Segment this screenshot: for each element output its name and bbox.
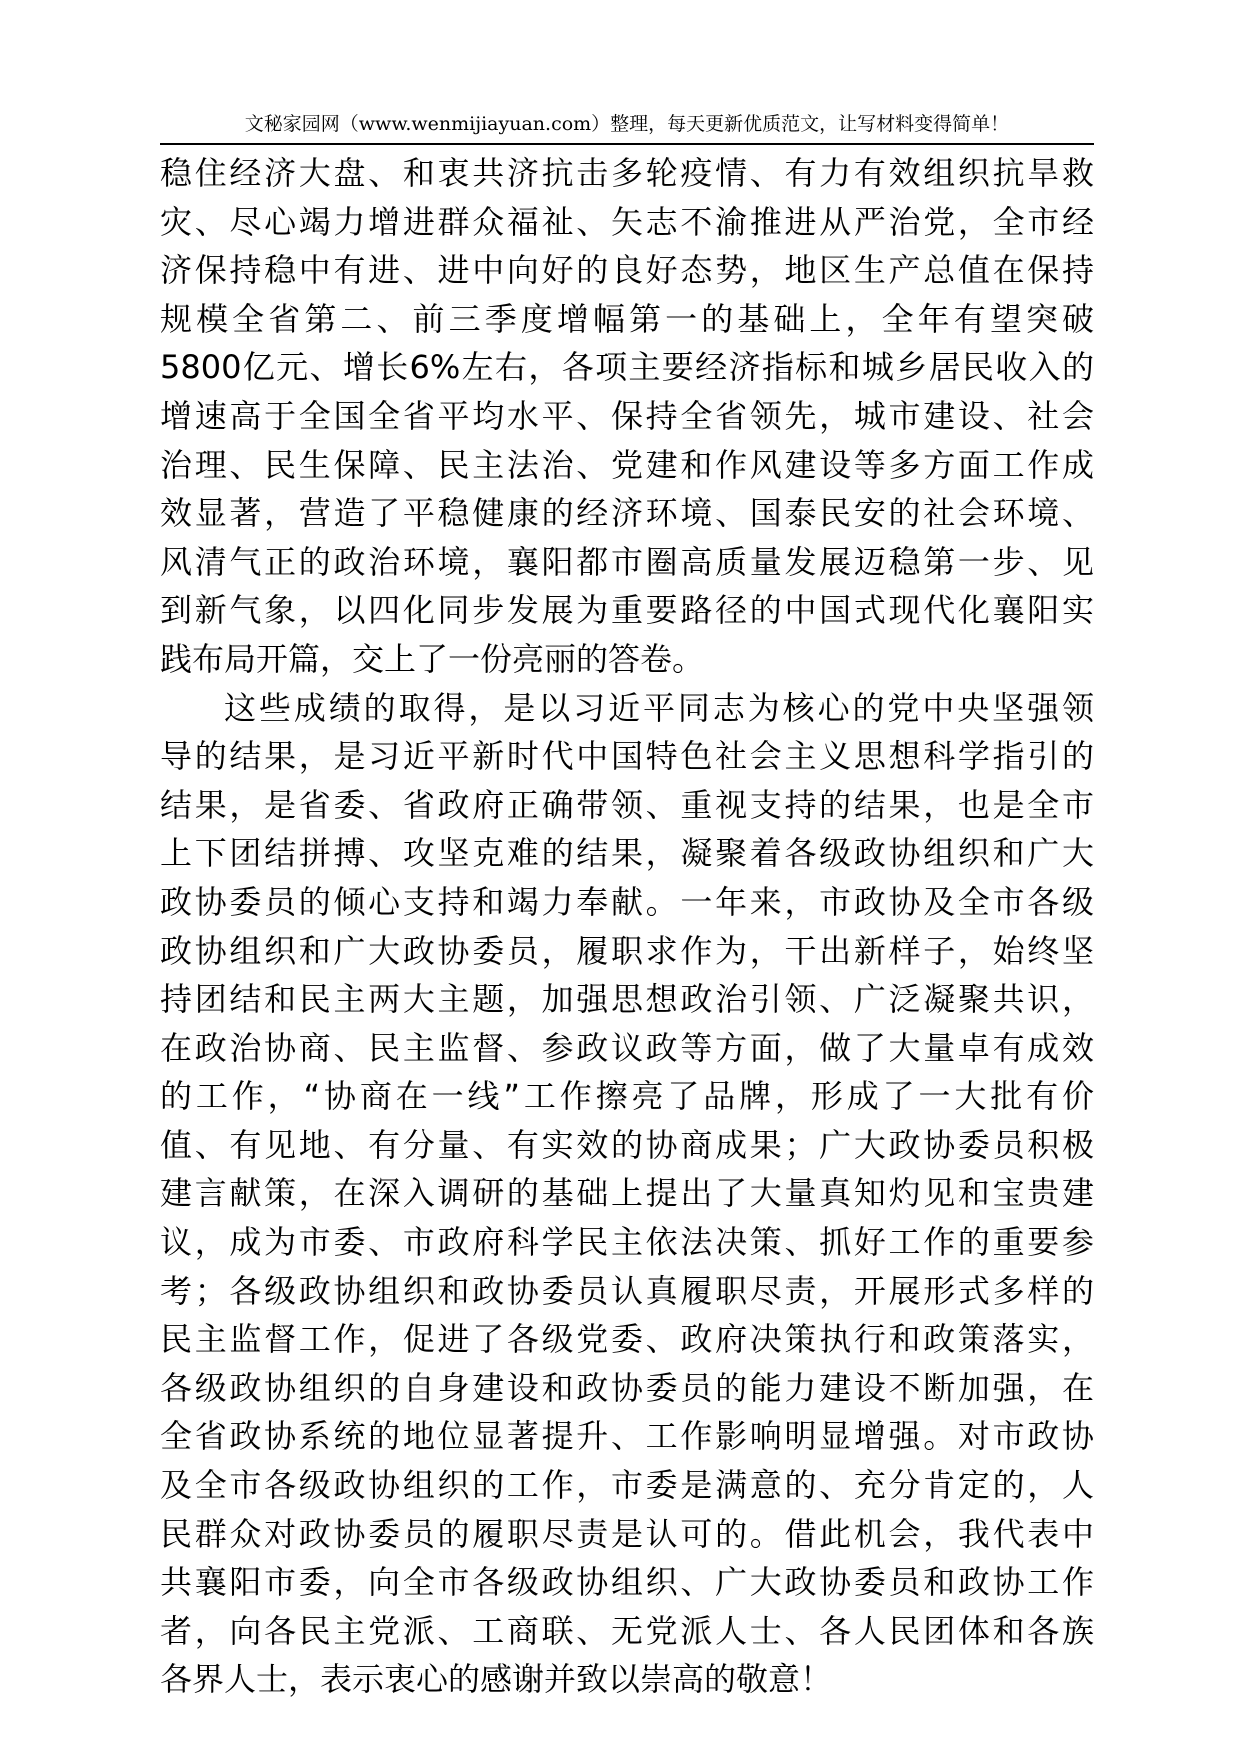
text-line: 议，成为市委、市政府科学民主依法决策、抓好工作的重要参 — [160, 1223, 1094, 1262]
text-line: 者，向各民主党派、工商联、无党派人士、各人民团体和各族 — [160, 1611, 1094, 1650]
text-line: 稳住经济大盘、和衷共济抗击多轮疫情、有力有效组织抗旱救 — [160, 154, 1094, 192]
text-line: 民主监督工作，促进了各级党委、政府决策执行和政策落实， — [160, 1320, 1094, 1359]
text-line: 考；各级政协组织和政协委员认真履职尽责，开展形式多样的 — [160, 1271, 1094, 1310]
text-line: 效显著，营造了平稳健康的经济环境、国泰民安的社会环境、 — [160, 494, 1094, 533]
paragraph-start-line: 这些成绩的取得，是以习近平同志为核心的党中央坚强领 — [224, 688, 1094, 727]
text-line: 共襄阳市委，向全市各级政协组织、广大政协委员和政协工作 — [160, 1563, 1094, 1602]
text-line: 在政治协商、民主监督、参政议政等方面，做了大量卓有成效 — [160, 1028, 1094, 1067]
text-line: 5800亿元、增长6%左右，各项主要经济指标和城乡居民收入的 — [160, 348, 1094, 387]
text-line: 及全市各级政协组织的工作，市委是满意的、充分肯定的，人 — [160, 1466, 1094, 1505]
text-line: 各级政协组织的自身建设和政协委员的能力建设不断加强，在 — [160, 1368, 1094, 1407]
body-text — [160, 149, 1094, 1704]
text-line: 规模全省第二、前三季度增幅第一的基础上，全年有望突破 — [160, 299, 1094, 338]
text-line: 到新气象，以四化同步发展为重要路径的中国式现代化襄阳实 — [160, 591, 1094, 630]
text-line: 济保持稳中有进、进中向好的良好态势，地区生产总值在保持 — [160, 251, 1094, 290]
text-line: 民群众对政协委员的履职尽责是认可的。借此机会，我代表中 — [160, 1514, 1094, 1553]
text-line: 治理、民生保障、民主法治、党建和作风建设等多方面工作成 — [160, 445, 1094, 484]
text-line: 政协委员的倾心支持和竭力奉献。一年来，市政协及全市各级 — [160, 882, 1094, 921]
text-line: 各界人士，表示衷心的感谢并致以崇高的敬意！ — [160, 1660, 833, 1699]
text-line: 值、有见地、有分量、有实效的协商成果；广大政协委员积极 — [160, 1125, 1094, 1164]
text-line: 结果，是省委、省政府正确带领、重视支持的结果，也是全市 — [160, 785, 1094, 824]
text-line: 建言献策，在深入调研的基础上提出了大量真知灼见和宝贵建 — [160, 1174, 1094, 1213]
text-line: 风清气正的政治环境，襄阳都市圈高质量发展迈稳第一步、见 — [160, 542, 1094, 581]
text-line: 灾、尽心竭力增进群众福祉、矢志不渝推进从严治党，全市经 — [160, 202, 1094, 241]
text-line: 上下团结拼搏、攻坚克难的结果，凝聚着各级政协组织和广大 — [160, 834, 1094, 873]
text-line: 政协组织和广大政协委员，履职求作为，干出新样子，始终坚 — [160, 931, 1094, 970]
page-header: 文秘家园网（www.wenmijiayuan.com）整理，每天更新优质范文，让写材料变得简单！ — [244, 113, 1010, 135]
text-line: 的工作，“协商在一线”工作擦亮了品牌，形成了一大批有价 — [160, 1077, 1094, 1116]
text-line: 增速高于全国全省平均水平、保持全省领先，城市建设、社会 — [160, 396, 1094, 435]
text-line: 践布局开篇，交上了一份亮丽的答卷。 — [160, 639, 705, 678]
text-line: 全省政协系统的地位显著提升、工作影响明显增强。对市政协 — [160, 1417, 1094, 1456]
text-line: 导的结果，是习近平新时代中国特色社会主义思想科学指引的 — [160, 737, 1094, 776]
header-divider — [160, 143, 1094, 145]
text-line: 持团结和民主两大主题，加强思想政治引领、广泛凝聚共识， — [160, 980, 1094, 1019]
